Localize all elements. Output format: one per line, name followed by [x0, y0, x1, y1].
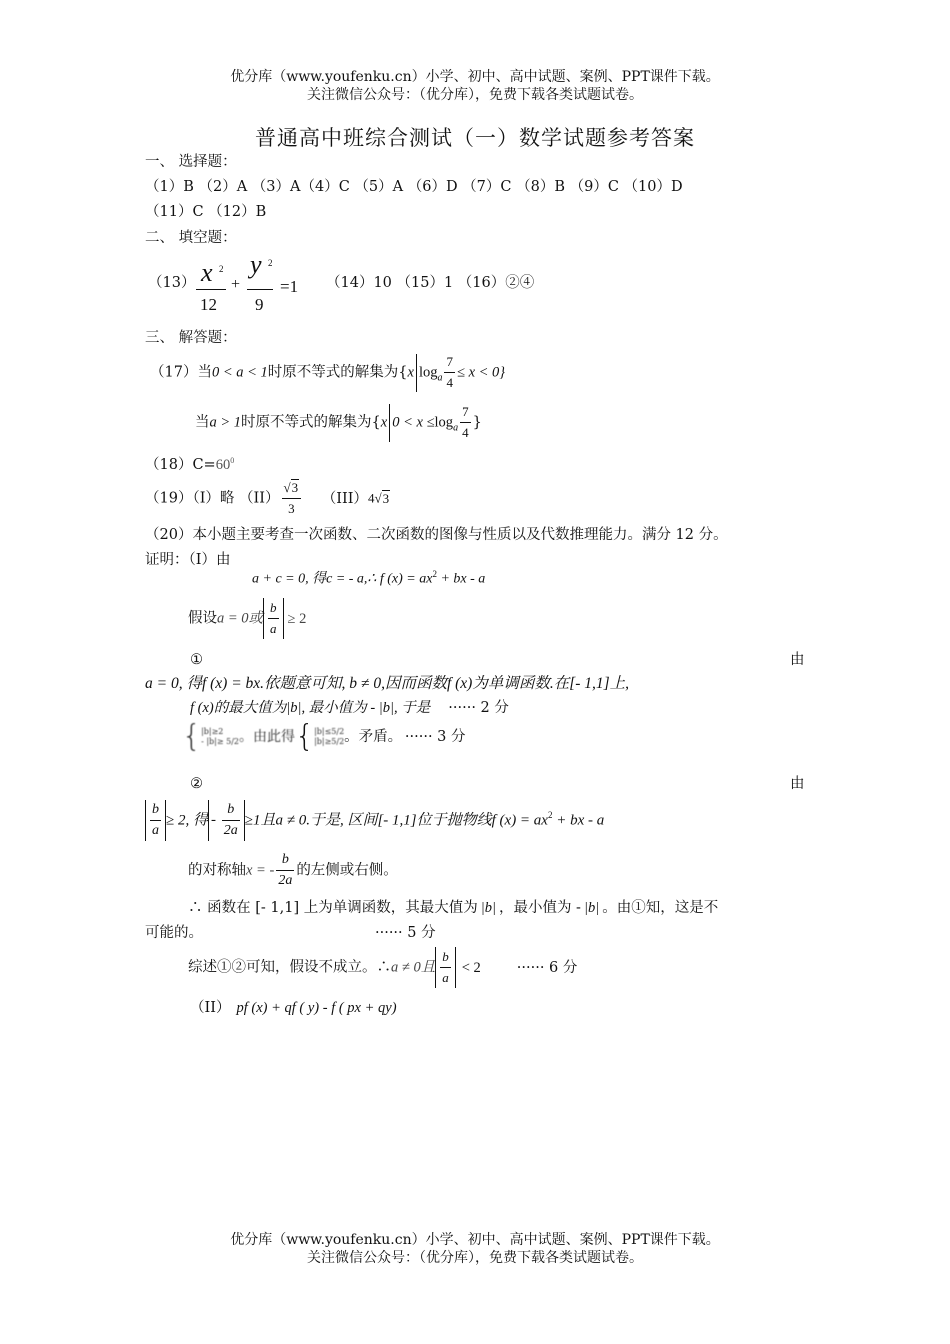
q20-case1-you: 由	[790, 652, 805, 668]
q20-case2-mid: ≥ 2, 得	[166, 812, 208, 829]
q19-fraction	[282, 478, 302, 519]
q17-text-2: 时原不等式的解集为{	[241, 414, 381, 431]
q20-case2-abs-1	[145, 800, 166, 841]
q20-case2-den-2: 2a	[222, 820, 240, 841]
q19-line	[145, 478, 390, 520]
q13-label: （13）	[148, 275, 196, 291]
q19-radicand: 3	[291, 480, 299, 495]
q20-sys-b: - |b|≥ 5/2	[201, 737, 239, 746]
q20-eq-1-sup: 2	[432, 569, 437, 579]
q17-log-2: log	[434, 414, 454, 431]
q17-tail-1: ≤ x < 0}	[456, 364, 506, 381]
q20-part2-expr: pf (x) + qf ( y) - f ( px + qy)	[236, 1000, 397, 1016]
q20-eq-1-text: a + c = 0, 得c = - a,∴ f (x) = ax	[252, 571, 433, 587]
q20-monotone-line	[188, 898, 718, 918]
q20-score-3: ······ 3 分	[404, 729, 466, 745]
q20-case2-sup: 2	[547, 809, 553, 820]
q17-when-2: 当	[195, 414, 210, 431]
q20-case2-abs-2: - $\frac{b}{2a}$	[208, 800, 245, 841]
section-choice-heading: 一、 选择题：	[145, 154, 237, 170]
q19-num: √3	[283, 480, 299, 495]
q20-system-brace-2: {	[294, 719, 315, 754]
q17-bar-2	[389, 404, 390, 442]
q20-assumption	[188, 598, 306, 642]
q20-sys-a: |b|≥2	[201, 727, 224, 736]
q20-case2-den-1: a	[150, 820, 161, 841]
q19-part3-label: （III）	[321, 490, 368, 507]
q17-fraction-2	[460, 402, 471, 443]
q20-part2-label: （II）	[190, 1000, 231, 1016]
q20-assume-frac	[268, 598, 279, 639]
q19-radicand-3: 3	[382, 490, 390, 506]
q17-label: （17）	[150, 364, 198, 381]
q17-when-1: 当	[197, 364, 212, 381]
q13-y-exponent: 2	[268, 258, 273, 268]
q19-part3-value: 4√3	[367, 490, 390, 506]
q20-mono-b: |b|	[480, 900, 496, 916]
q17-log-base-2: a	[453, 422, 459, 434]
q20-axis-text-a: 的对称轴	[188, 862, 246, 879]
q13-denominator-1: 12	[200, 295, 217, 314]
q20-assume-den: a	[268, 618, 279, 639]
q20-summary-text: 综述①②可知，假设不成立。∴	[188, 959, 391, 976]
q13-fraction-bar-2	[247, 289, 273, 290]
q20-part2-line	[190, 998, 397, 1018]
q20-summary-num: b	[442, 949, 449, 964]
q20-system-1	[201, 727, 239, 747]
choice-answers-row-2: （11）C （12）B	[145, 204, 267, 220]
q20-summary-den: a	[440, 967, 451, 988]
q20-axis-line	[188, 850, 398, 894]
q20-mono-c: ，最小值为 -	[498, 900, 581, 916]
q20-eq-1	[252, 564, 485, 590]
q20-case2-tail-2: + bx - a	[552, 812, 605, 829]
q20-assume-abs	[263, 598, 284, 639]
q13-plus: +	[231, 276, 241, 293]
q13-y: y	[250, 250, 262, 279]
q20-case2-tail: ≥1且a ≠ 0.于是, 区间[- 1,1]位于抛物线f (x) = ax	[244, 812, 548, 829]
q13-x: x	[201, 258, 213, 287]
q20-case1-line: a = 0, 得f (x) = bx.依题意可知, b ≠ 0,因而函数f (x)为单调函数.在[- 1,1]上,	[145, 675, 630, 692]
q20-axis-x: x = -	[246, 862, 275, 879]
q20-case2-frac-1	[150, 800, 161, 841]
footer-line-2: 关注微信公众号：（优分库），免费下载各类试题试卷。	[307, 1250, 643, 1266]
q18-line	[145, 451, 234, 475]
q18-label: （18）C=	[145, 456, 216, 473]
q20-monotone-line-2: 可能的。	[145, 925, 203, 941]
q17-log-1: log	[418, 364, 438, 381]
header-line-1: 优分库（www.youfenku.cn）小学、初中、高中试题、案例、PPT课件下载。	[230, 69, 720, 85]
q20-case1-label: ①	[190, 652, 203, 668]
q17-log-base-1: a	[437, 372, 443, 384]
q17-num-1: 7	[446, 354, 453, 369]
q20-sys-d: |b|≥5/2	[314, 737, 345, 746]
q17-mid-2: 0 < x ≤	[392, 414, 435, 431]
section-solution-heading: 三、 解答题：	[145, 330, 237, 346]
q20-score-5: ······ 5 分	[375, 925, 436, 941]
q20-assume-cond: a = 0或	[217, 610, 264, 627]
q20-proof-label: 证明：（I）由	[145, 552, 231, 568]
q20-eq-1-tail: + bx - a	[436, 571, 486, 587]
q20-axis-text-b: 的左侧或右侧。	[296, 862, 398, 879]
q20-intro: （20）本小题主要考查一次函数、二次函数的图像与性质以及代数推理能力。满分 12 分。	[145, 527, 728, 543]
section-fill-heading: 二、 填空题：	[145, 230, 237, 246]
q13-denominator-2: 9	[255, 295, 264, 314]
q20-system-brace-1: {	[182, 719, 202, 754]
q20-score-6: ······ 6 分	[516, 959, 578, 976]
q13-x-exponent: 2	[219, 264, 224, 274]
q20-case2-frac-2	[222, 800, 240, 841]
q20-mono-a: ∴ 函数在 [- 1,1] 上为单调函数，其最大值为	[188, 900, 478, 916]
q17-tail-2: }	[472, 414, 482, 431]
q19-label: （19）（I）略 （II）	[145, 490, 280, 507]
fill-answers-rest: （14）10 （15）1 （16）②④	[326, 275, 535, 291]
footer-line-1: 优分库（www.youfenku.cn）小学、初中、高中试题、案例、PPT课件下载。	[230, 1232, 720, 1248]
q17-line-1	[150, 352, 505, 394]
q20-contradiction: 。矛盾。	[344, 729, 395, 745]
q17-den-1: 4	[444, 372, 455, 393]
q18-value: 60	[215, 456, 231, 473]
q17-cond-1: 0 < a < 1	[211, 364, 268, 381]
q20-case2-you: 由	[790, 776, 805, 792]
q20-score-2: ······ 2 分	[448, 700, 509, 716]
q17-text-1: 时原不等式的解集为{	[267, 364, 408, 381]
q17-fraction-1	[444, 352, 455, 393]
q20-axis-num: b	[281, 852, 289, 867]
q20-axis-den: 2a	[276, 870, 294, 891]
q20-case1-system	[182, 719, 466, 766]
q17-x-2: x	[380, 414, 388, 431]
q20-mono-d: |b|	[583, 900, 600, 916]
q17-cond-2: a > 1	[209, 414, 242, 431]
choice-answers-row-1: （1）B （2）A （3）A（4）C （5）A （6）D （7）C （8）B （9）C （10）D	[145, 179, 683, 195]
q20-case2-num-1: b	[152, 802, 159, 817]
header-line-2: 关注微信公众号：（优分库），免费下载各类试题试卷。	[307, 87, 643, 103]
q20-case1-line-2	[190, 698, 509, 718]
q20-summary-abs	[435, 947, 456, 988]
q20-summary-lt: < 2	[461, 959, 481, 976]
q17-line-2	[195, 402, 482, 444]
q19-den: 3	[282, 498, 302, 519]
q17-x-1: x	[407, 364, 414, 381]
q20-axis-frac	[276, 850, 294, 891]
q20-summary-frac	[440, 947, 451, 988]
q20-system-from: 。由此得	[238, 729, 295, 745]
q17-den-2: 4	[460, 422, 471, 443]
q20-summary-line	[188, 947, 577, 991]
q20-case2-num-2: b	[227, 802, 235, 817]
page-title: 普通高中班综合测试（一）数学试题参考答案	[255, 126, 695, 150]
q13-fraction-bar-1	[196, 289, 226, 290]
q20-system-2	[314, 727, 344, 747]
q20-assume-ge: ≥ 2	[287, 610, 307, 627]
q20-summary-cond: a ≠ 0且	[391, 959, 436, 976]
q20-case1-line-2-text: f (x)的最大值为|b|, 最小值为 - |b|, 于是	[190, 700, 431, 716]
q20-case2-label: ②	[190, 776, 203, 792]
q20-mono-e: 。由①知，这是不	[602, 900, 719, 916]
q18-degree: 0	[230, 456, 235, 465]
q13-equals-one: =1	[280, 277, 299, 296]
q19-coef: 4	[367, 490, 375, 506]
q20-sys-c: |b|≤5/2	[314, 727, 345, 736]
q20-assume-num: b	[270, 600, 277, 615]
q17-bar-1	[416, 354, 417, 392]
q20-case2-line	[145, 800, 604, 844]
q20-assume-text: 假设	[188, 610, 217, 627]
q17-num-2: 7	[462, 404, 469, 419]
